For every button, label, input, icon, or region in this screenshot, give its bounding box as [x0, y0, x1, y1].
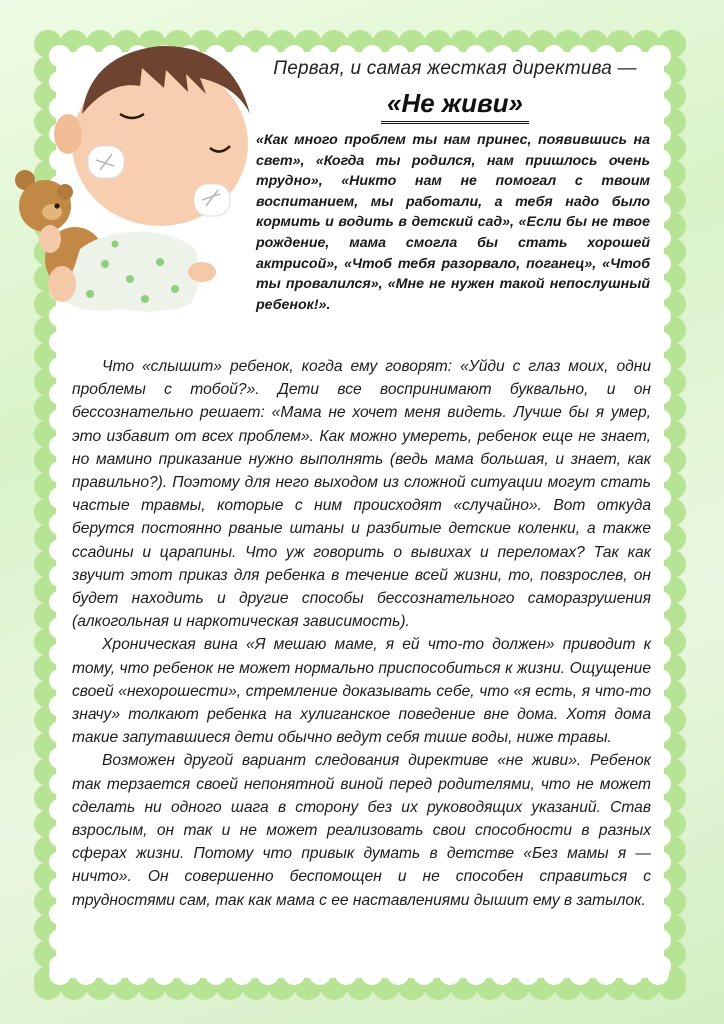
baby-illustration — [10, 34, 260, 324]
baby-icon — [39, 46, 250, 312]
header — [255, 58, 655, 124]
article-body — [72, 355, 651, 912]
page-subtitle: Первая, и самая жесткая директива — — [273, 58, 637, 79]
paragraph: Хроническая вина «Я мешаю маме, я ей что-то должен» приводит к тому, что ребенок не может нормально приспособиться к жизни. Ощущение своей «нехорошести», стремление доказывать себе, что «я есть, я что-то значу» толкают ребенка на хулиганское поведение вне дома. Хотя дома такие запутавшиеся дети обычно ведут себя тише воды, ниже травы. — [72, 636, 651, 747]
quote-block: «Как много проблем ты нам принес, появившись на свет», «Когда ты родился, нам пришлось очень трудно», «Никто нам не помогал с твоим воспитанием, мы работали, а тебя надо было кормить и водить в детский сад», «Если бы не твое рождение, мама смогла бы стать хорошей актрисой», «Чтоб тебя разорвало, поганец», «Чтоб ты провалился», «Мне не нужен такой непослушный ребенок!». — [256, 132, 650, 313]
page-title: «Не живи» — [381, 88, 529, 124]
paragraph: Возможен другой вариант следования директиве «не живи». Ребенок так терзается своей непонятной виной перед родителями, что не может сделать ни одного шага в сторону без их руководящих указаний. Став взрослым, он так и не может реализовать свои способности в разных сферах жизни. Потому что привык думать в детстве «Без мамы я — ничто». Он совершенно беспомощен и не способен справиться с трудностями сам, так как мама с ее наставлениями дышит ему в затылок. — [72, 752, 651, 909]
paragraph: Что «слышит» ребенок, когда ему говорят: «Уйди с глаз моих, одни проблемы с тобой?». Дети все воспринимают буквально, и он бессознательно решает: «Мама не хочет меня видеть. Лучше бы я умер, это избавит от всех проблем». Как можно умереть, ребенок еще не знает, но мамино приказание нужно выполнять (ведь мама большая, и знает, как правильно?). Поэтому для него выходом из сложной ситуации могут стать частые травмы, которые с ним происходят «случайно». Вот откуда берутся постоянно рваные штаны и разбитые детские коленки, а также ссадины и царапины. Что уж говорить о вывихах и переломах? Так как звучит этот приказ для ребенка в течение всей жизни, то, повзрослев, он будет находить и другие способы бессознательного саморазрушения (алкогольная и наркотическая зависимость). — [72, 358, 651, 631]
